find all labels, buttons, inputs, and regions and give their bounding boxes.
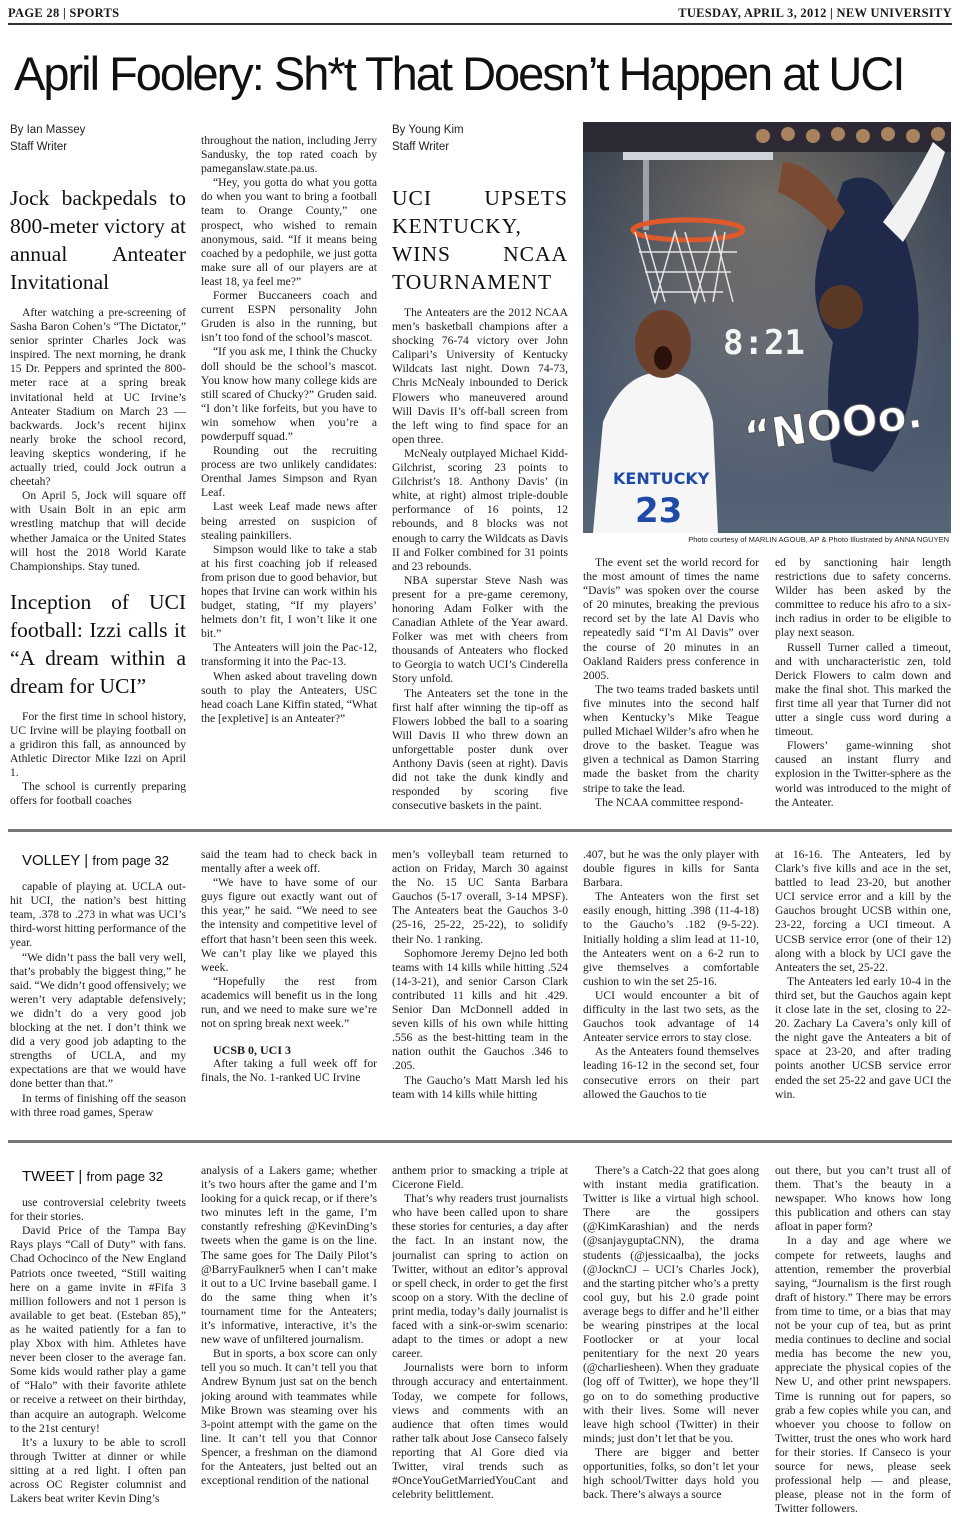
jersey-number-text: 23 [635, 491, 683, 531]
paragraph: In terms of finishing off the season with three road games, Speraw [10, 1091, 186, 1119]
volley-column-5 [775, 848, 951, 1128]
paragraph: Simpson would like to take a stab at his first coaching job if released from prison due to good behavior, but hopes that Irvine can work within his budget, stating, “If my players’ helmets don’t fit, I won’t like it one bit.” [201, 542, 377, 641]
jump-title: VOLLEY [22, 852, 81, 869]
tweet-column-2 [201, 1164, 377, 1532]
story1-body2 [10, 710, 186, 809]
paragraph: analysis of a Lakers game; whether it’s two hours after the game and I’m looking for a quick recap, or if there’s two minutes left in the game, I’m constantly refreshing @KevinDing’s tweets when the game is on the line. The same goes for The Daily Pilot’s @BarryFaulkner5 when I can’t make it out to a UC Irvine baseball game. I do the same thing when it’s tournament time for the Anteaters; it’s informative, interactive, it’s the new wave of unfiltered journalism. [201, 1164, 377, 1347]
paragraph: Former Buccaneers coach and current ESPN personality John Gruden is also in the running, but isn’t too fond of the school’s mascot. [201, 289, 377, 345]
paragraph: The two teams traded baskets until five minutes into the second half when Kentucky’s Mike Teague pulled Michael Wilder’s afro when he drove to the basket. Teague was given a technical as Damon Starring made the basket from the charity stripe to take the lead. [583, 682, 759, 795]
volley-column-4 [583, 848, 759, 1128]
paragraph: use controversial celebrity tweets for their stories. [10, 1196, 186, 1224]
header-rule [8, 23, 952, 25]
tweet-column-1 [10, 1164, 186, 1532]
paragraph: The Anteaters are the 2012 NCAA men’s basketball champions after a shocking 76-74 victory over John Calipari’s University of Kentucky Wildcats last night. Down 74-73, Chris McNealy inbounded to Derick Flowers who maneuvered around Will Davis II’s off-ball screen from the left wing to find space for an open three. [392, 306, 568, 446]
paragraph: But in sports, a box score can only tell you so much. It can’t tell you that Andrew Bynum just sat on the bench joking around with teammates while Mike Brown was steaming over his 3-point attempt with the game on the line. It can’t tell you that Connor Spencer, a freshman on the diamond for the Anteaters, just belted out an exceptional rendition of the national [201, 1347, 377, 1488]
story2-column-2 [583, 556, 759, 818]
byline-young-kim [392, 122, 562, 156]
volley-column-3 [392, 848, 568, 1128]
paragraph: Sophomore Jeremy Dejno led both teams with 14 kills while hitting .524 (14-3-21), and senior Carson Clark contributed 11 kills and hit .429. Senior Dan McDonnell added in seven kills of his own while hitting .556 as the best-hitting team in the nation outhit the Gauchos .346 to .205. [392, 946, 568, 1073]
tweet-jump-head [22, 1170, 186, 1184]
date-folio: TUESDAY, APRIL 3, 2012 | NEW UNIVERSITY [678, 6, 952, 20]
volley-column-2 [201, 848, 377, 1128]
subhead-football: Inception of UCI football: Izzi calls it “A dream within a dream for UCI” [10, 589, 186, 698]
paragraph: For the first time in school history, UC Irvine will be playing football on a gridiron this fall, as announced by Athletic Director Mike Izzi on April 1. [10, 709, 186, 780]
paragraph: In a day and age where we compete for retweets, laughs and attention, remember the proverbial saying, “Journalism is the first rough draft of history.” There may be errors from time to time, or a bias that may not be your cup of tea, but as print media continues to decline and social media has become the new you, appreciate the physical copies of the New U, and other print newspapers. Time is running out for papers, so grab a few copies while you can, and whoever you choose to follow on Twitter, trust the ones who work hard for their stories. If Canseco is your source for news, please seek professional help — and please, please, please not in the form of Twitter followers. [775, 1234, 951, 1516]
noo-overlay-text: “NOOo. [741, 388, 926, 462]
paragraph: That’s why readers trust journalists who have been called upon to share these stories for centuries, a day after the fact. In an instant now, the journalist can spring to action on Twitter, without an editor’s approval or spell check, in order to get the first scoop on a story. With the decline of print media, today’s daily journalist is faced with a sink-or-swim scenario: adapt to the times or adopt a new career. [392, 1192, 568, 1361]
story1-body1 [10, 306, 186, 574]
paragraph: Flowers’ game-winning shot caused an instant flurry and explosion in the Twitter-sphere as the world was introduced to the might of the Anteater. [775, 739, 951, 809]
paragraph: The event set the world record for the most amount of times the name “Davis” was spoken over the course of 20 minutes, breaking the previous record set by the late Al Davis who repeatedly said “I’m Al Davis” over the course of 20 minutes in an Oakland Raiders press conference in 2005. [583, 556, 759, 682]
paragraph: David Price of the Tampa Bay Rays plays “Call of Duty” with fans. Chad Ochocinco of the New England Patriots once tweeted, “Still waiting here on a game invite in #Fifa 3 million followers and not 1 person is available to get beat. (Esteban 85),” as he waited patiently for a fan to play Xbox with him. Athletes have never been closer to the average fan. Some kids would rather play a game of “Halo” with their favorite athlete or receive a retweet on their birthday, than acquire an autograph. Welcome to the 21st century! [10, 1224, 186, 1435]
paragraph: The Anteaters set the tone in the first half after winning the tip-off as Flowers lobbed the ball to a soaring Will Davis II who threw down an unforgettable poster dunk over Anthony Davis (seen at right). Davis did not take the dunk kindly and responded by scoring five consecutive baskets in the paint. [392, 686, 568, 813]
paragraph: The NCAA committee respond- [595, 795, 744, 809]
paragraph: The Anteaters will join the Pac-12, transforming it into the Pac-13. [201, 641, 377, 669]
paragraph: After watching a pre-screening of Sasha Baron Cohen’s “The Dictator,” senior sprinter Charles Jock was inspired. The next morning, he drank 15 Dr. Peppers and sprinted the 800-meter race at a spring break invitational held at UC Irvine’s Anteater Stadium on March 23 — backwards. Jock’s recent hijinx nearly broke the school record, leaving skeptics wondering, if he actually tried, could Jock outrun a cheetah? [10, 306, 186, 489]
paragraph: ed by sanctioning hair length restrictions due to safety concerns. Wilder has been asked by the committee to reduce his afro to a six-inch radius in order to be eligible to play next season. [775, 556, 951, 640]
paragraph: out there, but you can’t trust all of them. That’s the beauty in a newspaper. Who knows how long this publication and others can stay afloat in paper form? [775, 1164, 951, 1234]
paragraph: The school is currently preparing offers for football coaches [10, 780, 186, 808]
jersey-name-text: KENTUCKY [613, 469, 710, 488]
jump-divider: | [84, 852, 89, 869]
byline-ian-massey [10, 122, 180, 156]
byline-role: Staff Writer [10, 141, 68, 153]
subhead-upset: UCI UPSETS KENTUCKY, WINS NCAA TOURNAMENT [392, 186, 568, 294]
clock-text: 8:21 [723, 323, 805, 363]
paragraph: .407, but he was the only player with double figures in kills for Santa Barbara. [583, 848, 759, 890]
tweet-column-5 [775, 1164, 951, 1532]
subhead-jock: Jock backpedals to 800-meter victory at annual Anteater Invitational [10, 186, 186, 294]
photo-illustration [583, 122, 951, 533]
story2-column-3 [775, 556, 951, 818]
paragraph: “If you ask me, I think the Chucky doll should be the school’s mascot. You know how many college kids are still scared of Chucky?” Gruden said. “I don’t like forfeits, but you have to win somehow when you’re a powderpuff squad.” [201, 345, 377, 443]
paragraph: UCI would encounter a bit of difficulty in the last two sets, as the Gauchos took advantage of 14 Anteater service errors to stay close. [583, 988, 759, 1045]
jump-divider: | [78, 1168, 83, 1185]
basketball-photo [583, 122, 951, 533]
volley-column-1 [10, 848, 186, 1128]
byline-role: Staff Writer [392, 141, 450, 153]
page-headline: April Foolery: Sh*t That Doesn’t Happen at UCI [14, 47, 904, 100]
paragraph: The Anteaters led early 10-4 in the third set, but the Gauchos again kept it close late in the set, closing to 22-20. Zachary La Cavera’s only kill of the night gave the Anteaters a bit of space at 23-20, and after trading points another UCSB service error ended the set 25-22 and gave UCI the win. [775, 974, 951, 1101]
paragraph: men’s volleyball team returned to action on Friday, March 30 against the No. 15 UC Santa Barbara Gauchos (5-17 overall, 3-14 MPSF). The Anteaters beat the Gauchos 3-0 (25-16, 25-22, 25-22), to solidify their No. 1 ranking. [392, 848, 568, 946]
jump-from: from page 32 [86, 1169, 164, 1184]
jump-title: TWEET [22, 1168, 75, 1185]
paragraph: “We have to have some of our guys figure out exactly want out of this year,” he said. “We need to see the intensity and competitive level of effort that hasn’t been seen this week. We can’t play like we played this week. [201, 876, 377, 974]
paragraph: “Hopefully the rest from academics will benefit us in the long run, and we need to make sure we’re not on spring break next week.” [201, 974, 377, 1031]
byline-name: By Ian Massey [10, 124, 86, 136]
section-rule-1 [8, 829, 952, 832]
jump-from: from page 32 [92, 853, 169, 868]
tweet-column-3 [392, 1164, 568, 1532]
paragraph: There’s a Catch-22 that goes along with instant media gratification. Twitter is like a virtual high school. There are the gossipers (@KimKarashian) and the nerds (@sanjayguptaCNN), the drama students (@jessicaalba), the jocks (@JocknCJ – UCI’s Charles Jock), and the starting pitcher who’s a pretty cool guy, but his 2.0 grade point average begs to differ and he’ll either be wearing pinstripes at the local Footlocker or at your local penitentiary for the next 20 years (@charliesheen). When they graduate (log off of Twitter), we hope they’ll go on to do something productive with their lives. Some will never leave high school (Twitter) in their minds; just don’t let that be you. [583, 1164, 759, 1445]
photo-credit: Photo courtesy of MARLIN AGOUB, AP & Photo Illustrated by ANNA NGUYEN [688, 535, 949, 544]
paragraph: McNealy outplayed Michael Kidd-Gilchrist, scoring 23 points to Gilchrist’s 18. Anthony Davis’ (in white, at right) almost triple-double performance of 16 points, 12 rebounds, and 8 blocks was not enough to carry the Wildcats as Davis II and Folker combined for 31 points and 23 rebounds. [392, 446, 568, 573]
paragraph: There are bigger and better opportunities, folks, so don’t let your high school/Twitter days hold you back. There’s always a source [583, 1445, 759, 1502]
paragraph: The Gaucho’s Matt Marsh led his team with 14 kills while hitting [392, 1073, 568, 1101]
paragraph: Last week Leaf made news after being arrested on suspicion of stealing painkillers. [201, 500, 377, 542]
paragraph: When asked about traveling down south to play the Anteaters, USC head coach Lane Kiffin stated, “What the [expletive] is an Anteater?” [201, 669, 377, 725]
story1-column-2 [201, 134, 377, 819]
paragraph: throughout the nation, including Jerry Sandusky, the top rated coach by pameganslaw.state.pa.us. [201, 134, 377, 176]
story2-column-1 [392, 178, 568, 818]
paragraph: NBA superstar Steve Nash was present for a pre-game ceremony, honoring Adam Folker with the Canadian Athlete of the Year award. Folker was met with cheers from thousands of Anteaters who flocked to Georgia to watch UCI’s Cinderella Story unfold. [392, 573, 568, 686]
paragraph: On April 5, Jock will square off with Usain Bolt in an epic arm wrestling matchup that will decide whether Jamaica or the United States will host the 2018 World Karate Championships. Stay tuned. [10, 489, 186, 573]
paragraph: at 16-16. The Anteaters, led by Clark’s five kills and ace in the set, battled to lead 23-20, but another UCI service error and a kill by the Gauchos brought UCSB within one, 23-22, forcing a UCI timeout. A UCSB service error (one of their 12) along with a block by UCI gave the Anteaters the set, 25-22. [775, 848, 951, 974]
score-line: UCSB 0, UCI 3 [213, 1043, 292, 1058]
tweet-column-4 [583, 1164, 759, 1532]
page-folio: PAGE 28 | SPORTS [8, 6, 120, 20]
paragraph: After taking a full week off for finals, the No. 1-ranked UC Irvine [201, 1057, 377, 1085]
paragraph: Rounding out the recruiting process are two unlikely candidates: Orenthal James Simpson and Ryan Leaf. [201, 444, 377, 500]
section-rule-2 [8, 1140, 952, 1143]
paragraph: said the team had to check back in mentally after a week off. [201, 848, 377, 876]
paragraph: It’s a luxury to be able to scroll through Twitter at dinner or while sitting at a red light. I often pan across OC Register columnist and Lakers beat writer Kevin Ding’s [10, 1435, 186, 1506]
paragraph: “We didn’t pass the ball very well, that’s probably the biggest thing,” he said. “We didn’t good offensively; we weren’t very adaptable defensively; we didn’t do a very good job blocking at the net. I don’t think we did a very good job adapting to the strengths of UCLA, and my expectations are that we would have done better than that.” [10, 950, 186, 1091]
paragraph: Journalists were born to inform through accuracy and entertainment. Today, we compete for follows, views and comments with an audience that often times would rather talk about Jose Canseco falsely reporting that Al Gore died via Twitter, viral trends such as #OnceYouGetMarriedYouCant and celebrity belittlement. [392, 1361, 568, 1502]
volley-jump-head [22, 854, 186, 868]
paragraph: Russell Turner called a timeout, and with uncharacteristic zen, told Derick Flowers to calm down and make the final shot. This marked the first time all year that Turner did not utter a single cuss word during a timeout. [775, 640, 951, 739]
paragraph: capable of playing at. UCLA out-hit UCI, the nation’s best hitting team, .378 to .273 in what was UCI’s third-worst hitting performance of the year. [10, 880, 186, 950]
paragraph: “Hey, you gotta do what you gotta do when you want to bring a football team to Orange County,” one prospect, who wished to remain anonymous, said. “If it means being coached by a pedophile, we just gotta make sure all of our players are at least 18, ya feel me?” [201, 176, 377, 288]
paragraph: anthem prior to smacking a triple at Cicerone Field. [392, 1164, 568, 1192]
paragraph: The Anteaters won the first set easily enough, hitting .398 (11-4-18) to the Gaucho’s .182 (9-5-22). Initially holding a slim lead at 11-10, the Anteaters went on a 6-2 run to give themselves a comfortable cushion to win the set 25-16. [583, 890, 759, 988]
story1-column-1 [10, 178, 186, 818]
byline-name: By Young Kim [392, 124, 464, 136]
paragraph: As the Anteaters found themselves leading 16-12 in the second set, four consecutive errors on their part allowed the Gauchos to tie [583, 1045, 759, 1101]
